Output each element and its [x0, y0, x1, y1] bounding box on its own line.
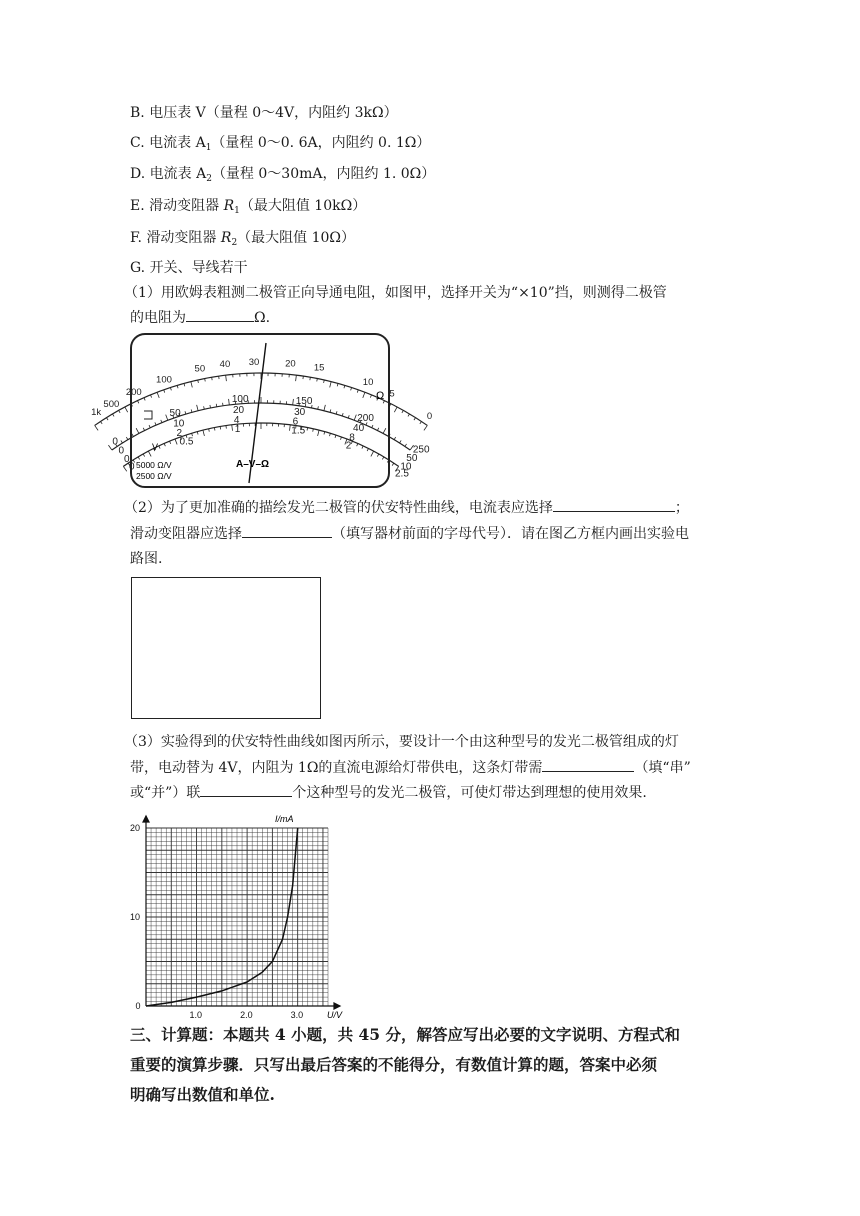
ac-scale-label: 2.5: [394, 468, 409, 480]
dc-50-label: 10: [173, 418, 185, 430]
section3-line3: 明确写出数值和单位.: [130, 1085, 275, 1104]
ohm-scale-label: 500: [103, 399, 120, 411]
ohm-scale-label: 50: [194, 363, 206, 375]
dc-10-label: 6: [292, 416, 299, 428]
section3-line2: 重要的演算步骤．只写出最后答案的不能得分，有数值计算的题，答案中必须: [130, 1055, 658, 1074]
q2-line1: （2）为了更加准确的描绘发光二极管的伏安特性曲线，电流表应选择 ；: [124, 497, 689, 518]
dc-50-label: 30: [294, 406, 306, 418]
q3-line3: 或“并”）联 个这种型号的发光二极管，可使灯带达到理想的使用效果.: [130, 782, 647, 803]
dc-250-label: 50: [169, 408, 181, 420]
option-f: F. 滑动变阻器 $R_2$（最大阻值 10Ω）: [130, 230, 356, 248]
dc-50-label: 0: [118, 445, 125, 457]
section3-line1: 三、计算题：本题共 4 小题，共 45 分，解答应写出必要的文字说明、方程式和: [130, 1025, 680, 1044]
meter-spec-5000: 5000 Ω/V: [136, 460, 172, 470]
dc-10-label: 8: [349, 432, 355, 444]
dc-50-label: 20: [232, 405, 245, 417]
q2-line2: 滑动变阻器应选择 （填写器材前面的字母代号）．请在图乙方框内画出实验电: [130, 523, 689, 544]
circuit-drawing-box[interactable]: [131, 577, 321, 719]
ac-scale-label: 0: [128, 461, 135, 473]
option-g: G. 开关、导线若干: [130, 260, 248, 276]
ac-scale-label: 1: [234, 424, 241, 436]
x-tick-label: 3.0: [290, 1010, 304, 1020]
option-e: E. 滑动变阻器 $R_1$（最大阻值 10kΩ）: [130, 198, 367, 216]
q1-answer-blank[interactable]: [186, 307, 254, 322]
ac-scale-label: 2: [345, 440, 352, 452]
q2-ammeter-blank[interactable]: [553, 497, 675, 512]
dc-250-label: 200: [357, 412, 374, 424]
ohm-scale-label: 200: [125, 386, 142, 398]
ohm-scale-label: 30: [248, 357, 260, 369]
dc-10-label: 2: [176, 427, 183, 439]
x-tick-label: 2.0: [240, 1010, 253, 1020]
q1-line1: （1）用欧姆表粗测二极管正向导通电阻，如图甲，选择开关为“×10”挡，则测得二极管: [124, 285, 667, 301]
option-b: B. 电压表 V（量程 0～4V，内阻约 3kΩ）: [130, 105, 398, 121]
ohm-scale-label: 1k: [91, 406, 102, 418]
y-axis-label: I/mA: [275, 814, 294, 824]
ohm-scale-label: 5: [389, 388, 395, 400]
dc-250-label: 100: [231, 394, 249, 406]
ohm-scale-label: 40: [219, 359, 231, 371]
meter-label: A–V–Ω: [236, 459, 270, 470]
dc-50-label: 40: [353, 423, 365, 435]
dc-50-label: 50: [406, 453, 418, 465]
q2-line3: 路图.: [130, 551, 163, 567]
ohm-symbol: Ω: [376, 390, 385, 402]
option-d: D. 电流表 $A_2$（量程 0～30mA，内阻约 1. 0Ω）: [130, 166, 436, 184]
ohm-scale-label: 100: [156, 374, 172, 386]
q1-line2: 的电阻为 Ω.: [130, 307, 270, 328]
ohm-scale-label: 10: [362, 376, 374, 388]
dc-250-label: 0: [112, 436, 118, 448]
ac-scale-label: 0.5: [179, 436, 194, 448]
y-tick-label: 10: [130, 912, 141, 922]
iv-curve-chart: [115, 812, 365, 1022]
q2-rheostat-blank[interactable]: [242, 523, 332, 538]
ohm-scale-label: 20: [285, 358, 296, 370]
x-axis-label: U/V: [327, 1010, 343, 1020]
ohm-scale-label: 0: [426, 410, 433, 422]
dc-10-label: 10: [400, 461, 412, 473]
q3-line2: 带，电动替为 4V，内阻为 1Ω的直流电源给灯带供电，这条灯带需 （填“串”: [130, 757, 691, 778]
ac-symbol: V: [152, 442, 159, 452]
ohm-scale-label: 15: [313, 362, 325, 374]
q3-line1: （3）实验得到的伏安特性曲线如图丙所示，要设计一个由这种型号的发光二极管组成的灯: [124, 734, 679, 750]
option-c: C. 电流表 $A_1$（量程 0～0. 6A，内阻约 0. 1Ω）: [130, 135, 431, 153]
q3-connection-blank[interactable]: [542, 757, 634, 772]
dc-250-label: 250: [412, 444, 430, 456]
q3-count-blank[interactable]: [200, 782, 292, 797]
dc-10-label: 0: [123, 454, 130, 466]
dc-10-label: 4: [233, 415, 240, 427]
ohmmeter-figure: [91, 333, 433, 489]
y-tick-label: 20: [130, 823, 141, 833]
x-tick-label: 1.0: [189, 1010, 203, 1020]
ac-scale-label: 1.5: [291, 425, 306, 437]
y-tick-label: 0: [135, 1001, 141, 1011]
meter-spec-2500: 2500 Ω/V: [136, 471, 172, 481]
dc-250-label: 150: [295, 395, 313, 407]
